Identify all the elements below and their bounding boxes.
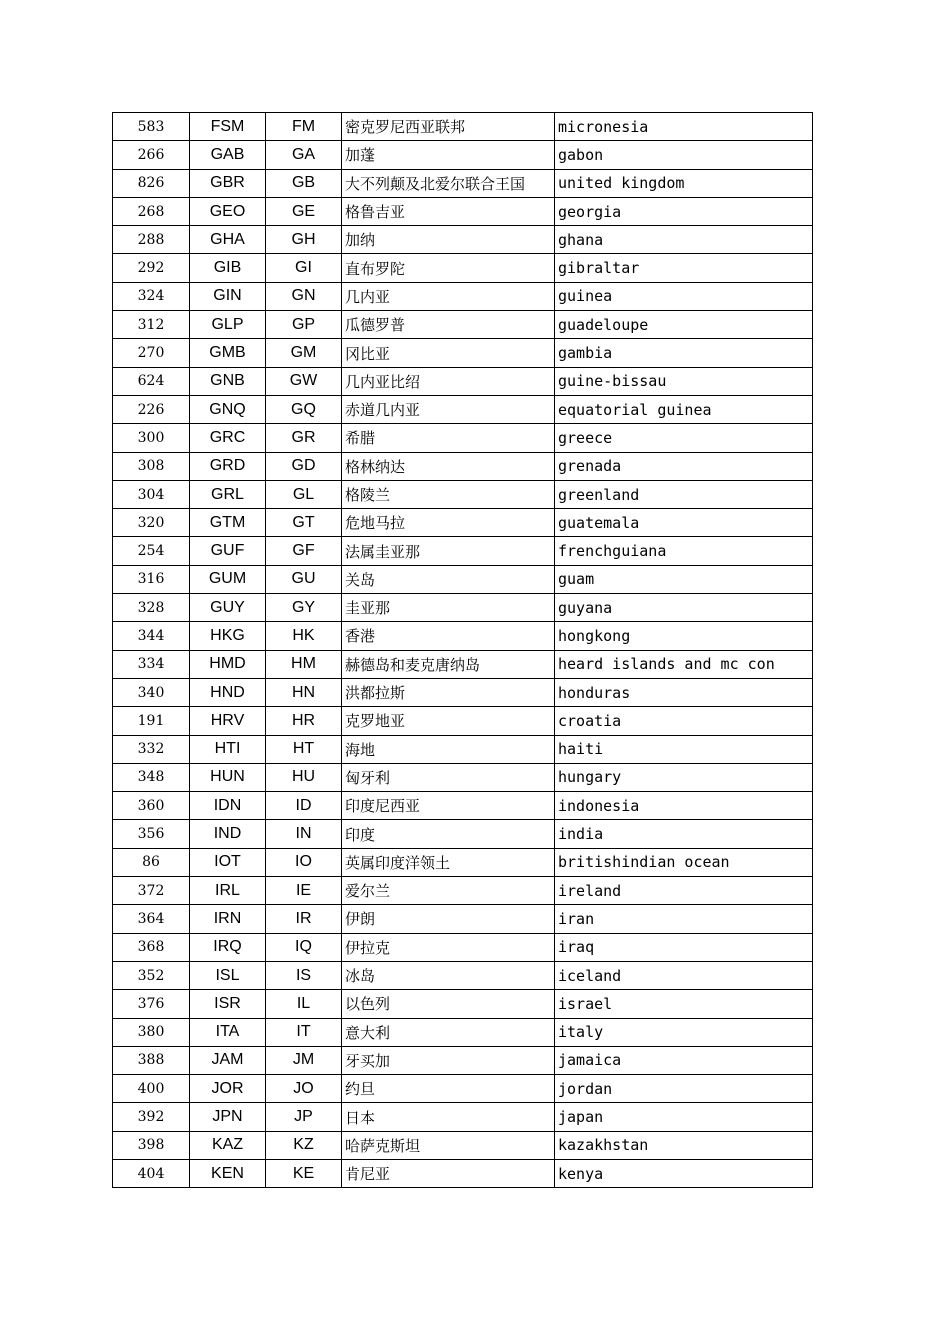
table-row [113,1075,813,1103]
alpha2-code-cell: GM [266,339,342,367]
alpha2-code-cell: GB [266,169,342,197]
english-name-cell: equatorial guinea [555,395,813,423]
chinese-name-cell: 赤道几内亚 [342,395,555,423]
alpha3-code-cell: GNB [190,367,266,395]
table-row [113,763,813,791]
english-name-cell: gambia [555,339,813,367]
numeric-code-cell: 266 [113,141,190,169]
chinese-name-cell: 约旦 [342,1075,555,1103]
english-name-cell: india [555,820,813,848]
numeric-code-cell: 268 [113,197,190,225]
table-row [113,480,813,508]
table-row [113,197,813,225]
table-row [113,537,813,565]
chinese-name-cell: 希腊 [342,424,555,452]
table-row [113,311,813,339]
english-name-cell: greenland [555,480,813,508]
alpha3-code-cell: GHA [190,226,266,254]
alpha2-code-cell: IE [266,877,342,905]
english-name-cell: iraq [555,933,813,961]
alpha2-code-cell: GH [266,226,342,254]
english-name-cell: micronesia [555,113,813,141]
alpha2-code-cell: GE [266,197,342,225]
numeric-code-cell: 86 [113,848,190,876]
alpha2-code-cell: GT [266,509,342,537]
english-name-cell: hongkong [555,622,813,650]
alpha2-code-cell: HU [266,763,342,791]
alpha3-code-cell: GAB [190,141,266,169]
numeric-code-cell: 254 [113,537,190,565]
english-name-cell: croatia [555,707,813,735]
table-row [113,1131,813,1159]
alpha2-code-cell: HT [266,735,342,763]
alpha2-code-cell: IQ [266,933,342,961]
english-name-cell: israel [555,990,813,1018]
alpha3-code-cell: GUM [190,565,266,593]
alpha3-code-cell: GIB [190,254,266,282]
numeric-code-cell: 388 [113,1046,190,1074]
alpha3-code-cell: GUY [190,594,266,622]
chinese-name-cell: 格陵兰 [342,480,555,508]
table-row [113,1159,813,1187]
numeric-code-cell: 292 [113,254,190,282]
alpha3-code-cell: GBR [190,169,266,197]
english-name-cell: haiti [555,735,813,763]
table-row [113,1103,813,1131]
alpha3-code-cell: GLP [190,311,266,339]
table-row [113,1046,813,1074]
english-name-cell: guam [555,565,813,593]
alpha2-code-cell: IS [266,961,342,989]
alpha3-code-cell: GEO [190,197,266,225]
numeric-code-cell: 288 [113,226,190,254]
table-row [113,848,813,876]
english-name-cell: ireland [555,877,813,905]
chinese-name-cell: 冰岛 [342,961,555,989]
alpha3-code-cell: KEN [190,1159,266,1187]
chinese-name-cell: 印度尼西亚 [342,792,555,820]
table-row [113,254,813,282]
numeric-code-cell: 404 [113,1159,190,1187]
alpha3-code-cell: IDN [190,792,266,820]
chinese-name-cell: 格林纳达 [342,452,555,480]
numeric-code-cell: 316 [113,565,190,593]
alpha2-code-cell: ID [266,792,342,820]
chinese-name-cell: 海地 [342,735,555,763]
table-row [113,933,813,961]
alpha3-code-cell: GRC [190,424,266,452]
table-row [113,877,813,905]
chinese-name-cell: 圭亚那 [342,594,555,622]
table-row [113,113,813,141]
alpha3-code-cell: GMB [190,339,266,367]
table-row [113,1018,813,1046]
alpha2-code-cell: HN [266,678,342,706]
alpha3-code-cell: HMD [190,650,266,678]
alpha3-code-cell: GTM [190,509,266,537]
alpha3-code-cell: ITA [190,1018,266,1046]
table-row [113,424,813,452]
numeric-code-cell: 300 [113,424,190,452]
english-name-cell: grenada [555,452,813,480]
chinese-name-cell: 加纳 [342,226,555,254]
alpha2-code-cell: JP [266,1103,342,1131]
numeric-code-cell: 308 [113,452,190,480]
english-name-cell: guine-bissau [555,367,813,395]
chinese-name-cell: 危地马拉 [342,509,555,537]
english-name-cell: frenchguiana [555,537,813,565]
alpha2-code-cell: GL [266,480,342,508]
table-row [113,509,813,537]
english-name-cell: britishindian ocean [555,848,813,876]
chinese-name-cell: 牙买加 [342,1046,555,1074]
numeric-code-cell: 348 [113,763,190,791]
alpha2-code-cell: GR [266,424,342,452]
table-body [113,113,813,1188]
alpha2-code-cell: KE [266,1159,342,1187]
numeric-code-cell: 320 [113,509,190,537]
chinese-name-cell: 关岛 [342,565,555,593]
alpha2-code-cell: JO [266,1075,342,1103]
english-name-cell: honduras [555,678,813,706]
chinese-name-cell: 哈萨克斯坦 [342,1131,555,1159]
chinese-name-cell: 格鲁吉亚 [342,197,555,225]
alpha3-code-cell: GRL [190,480,266,508]
table-row [113,141,813,169]
numeric-code-cell: 376 [113,990,190,1018]
english-name-cell: guatemala [555,509,813,537]
numeric-code-cell: 398 [113,1131,190,1159]
chinese-name-cell: 直布罗陀 [342,254,555,282]
alpha2-code-cell: GD [266,452,342,480]
numeric-code-cell: 226 [113,395,190,423]
chinese-name-cell: 几内亚 [342,282,555,310]
numeric-code-cell: 826 [113,169,190,197]
numeric-code-cell: 583 [113,113,190,141]
chinese-name-cell: 赫德岛和麦克唐纳岛 [342,650,555,678]
english-name-cell: japan [555,1103,813,1131]
alpha3-code-cell: FSM [190,113,266,141]
alpha3-code-cell: ISR [190,990,266,1018]
alpha2-code-cell: GA [266,141,342,169]
alpha3-code-cell: HUN [190,763,266,791]
english-name-cell: iran [555,905,813,933]
chinese-name-cell: 加蓬 [342,141,555,169]
alpha3-code-cell: GRD [190,452,266,480]
table-row [113,792,813,820]
alpha2-code-cell: KZ [266,1131,342,1159]
alpha3-code-cell: GUF [190,537,266,565]
english-name-cell: jordan [555,1075,813,1103]
numeric-code-cell: 328 [113,594,190,622]
english-name-cell: jamaica [555,1046,813,1074]
chinese-name-cell: 香港 [342,622,555,650]
table-row [113,452,813,480]
alpha3-code-cell: GIN [190,282,266,310]
english-name-cell: heard islands and mc con [555,650,813,678]
chinese-name-cell: 伊拉克 [342,933,555,961]
table-row [113,650,813,678]
table-row [113,707,813,735]
numeric-code-cell: 332 [113,735,190,763]
chinese-name-cell: 印度 [342,820,555,848]
chinese-name-cell: 洪都拉斯 [342,678,555,706]
alpha3-code-cell: IND [190,820,266,848]
table-row [113,594,813,622]
alpha2-code-cell: IO [266,848,342,876]
english-name-cell: indonesia [555,792,813,820]
alpha2-code-cell: FM [266,113,342,141]
numeric-code-cell: 356 [113,820,190,848]
english-name-cell: greece [555,424,813,452]
table-row [113,565,813,593]
numeric-code-cell: 334 [113,650,190,678]
chinese-name-cell: 爱尔兰 [342,877,555,905]
table-row [113,339,813,367]
numeric-code-cell: 352 [113,961,190,989]
numeric-code-cell: 372 [113,877,190,905]
numeric-code-cell: 324 [113,282,190,310]
chinese-name-cell: 伊朗 [342,905,555,933]
alpha2-code-cell: GF [266,537,342,565]
alpha2-code-cell: GI [266,254,342,282]
alpha3-code-cell: IOT [190,848,266,876]
chinese-name-cell: 法属圭亚那 [342,537,555,565]
table-row [113,961,813,989]
chinese-name-cell: 几内亚比绍 [342,367,555,395]
table-row [113,395,813,423]
english-name-cell: united kingdom [555,169,813,197]
chinese-name-cell: 以色列 [342,990,555,1018]
alpha2-code-cell: HR [266,707,342,735]
chinese-name-cell: 密克罗尼西亚联邦 [342,113,555,141]
table-row [113,622,813,650]
english-name-cell: gabon [555,141,813,169]
numeric-code-cell: 360 [113,792,190,820]
numeric-code-cell: 344 [113,622,190,650]
alpha3-code-cell: JPN [190,1103,266,1131]
english-name-cell: kazakhstan [555,1131,813,1159]
alpha2-code-cell: IT [266,1018,342,1046]
english-name-cell: guyana [555,594,813,622]
chinese-name-cell: 大不列颠及北爱尔联合王国 [342,169,555,197]
alpha2-code-cell: IN [266,820,342,848]
table-row [113,169,813,197]
numeric-code-cell: 368 [113,933,190,961]
english-name-cell: guadeloupe [555,311,813,339]
alpha3-code-cell: ISL [190,961,266,989]
chinese-name-cell: 肯尼亚 [342,1159,555,1187]
alpha2-code-cell: GY [266,594,342,622]
english-name-cell: hungary [555,763,813,791]
english-name-cell: italy [555,1018,813,1046]
numeric-code-cell: 400 [113,1075,190,1103]
chinese-name-cell: 意大利 [342,1018,555,1046]
chinese-name-cell: 日本 [342,1103,555,1131]
table-row [113,226,813,254]
alpha3-code-cell: KAZ [190,1131,266,1159]
table-row [113,367,813,395]
alpha3-code-cell: HND [190,678,266,706]
alpha2-code-cell: GQ [266,395,342,423]
numeric-code-cell: 364 [113,905,190,933]
alpha3-code-cell: GNQ [190,395,266,423]
table-row [113,990,813,1018]
chinese-name-cell: 英属印度洋领土 [342,848,555,876]
numeric-code-cell: 624 [113,367,190,395]
alpha2-code-cell: GW [266,367,342,395]
alpha3-code-cell: HTI [190,735,266,763]
english-name-cell: gibraltar [555,254,813,282]
alpha2-code-cell: IL [266,990,342,1018]
table-row [113,905,813,933]
numeric-code-cell: 191 [113,707,190,735]
english-name-cell: georgia [555,197,813,225]
alpha3-code-cell: IRL [190,877,266,905]
alpha2-code-cell: JM [266,1046,342,1074]
alpha3-code-cell: IRN [190,905,266,933]
numeric-code-cell: 392 [113,1103,190,1131]
alpha3-code-cell: HKG [190,622,266,650]
numeric-code-cell: 304 [113,480,190,508]
numeric-code-cell: 312 [113,311,190,339]
chinese-name-cell: 瓜德罗普 [342,311,555,339]
alpha2-code-cell: HK [266,622,342,650]
numeric-code-cell: 380 [113,1018,190,1046]
alpha3-code-cell: JOR [190,1075,266,1103]
english-name-cell: kenya [555,1159,813,1187]
alpha2-code-cell: GU [266,565,342,593]
numeric-code-cell: 340 [113,678,190,706]
table-row [113,678,813,706]
country-code-table [112,112,813,1188]
alpha2-code-cell: HM [266,650,342,678]
alpha2-code-cell: GP [266,311,342,339]
alpha2-code-cell: GN [266,282,342,310]
chinese-name-cell: 克罗地亚 [342,707,555,735]
english-name-cell: iceland [555,961,813,989]
alpha3-code-cell: JAM [190,1046,266,1074]
alpha3-code-cell: IRQ [190,933,266,961]
alpha3-code-cell: HRV [190,707,266,735]
table-row [113,282,813,310]
english-name-cell: guinea [555,282,813,310]
table-row [113,735,813,763]
english-name-cell: ghana [555,226,813,254]
alpha2-code-cell: IR [266,905,342,933]
table-row [113,820,813,848]
numeric-code-cell: 270 [113,339,190,367]
chinese-name-cell: 匈牙利 [342,763,555,791]
chinese-name-cell: 冈比亚 [342,339,555,367]
